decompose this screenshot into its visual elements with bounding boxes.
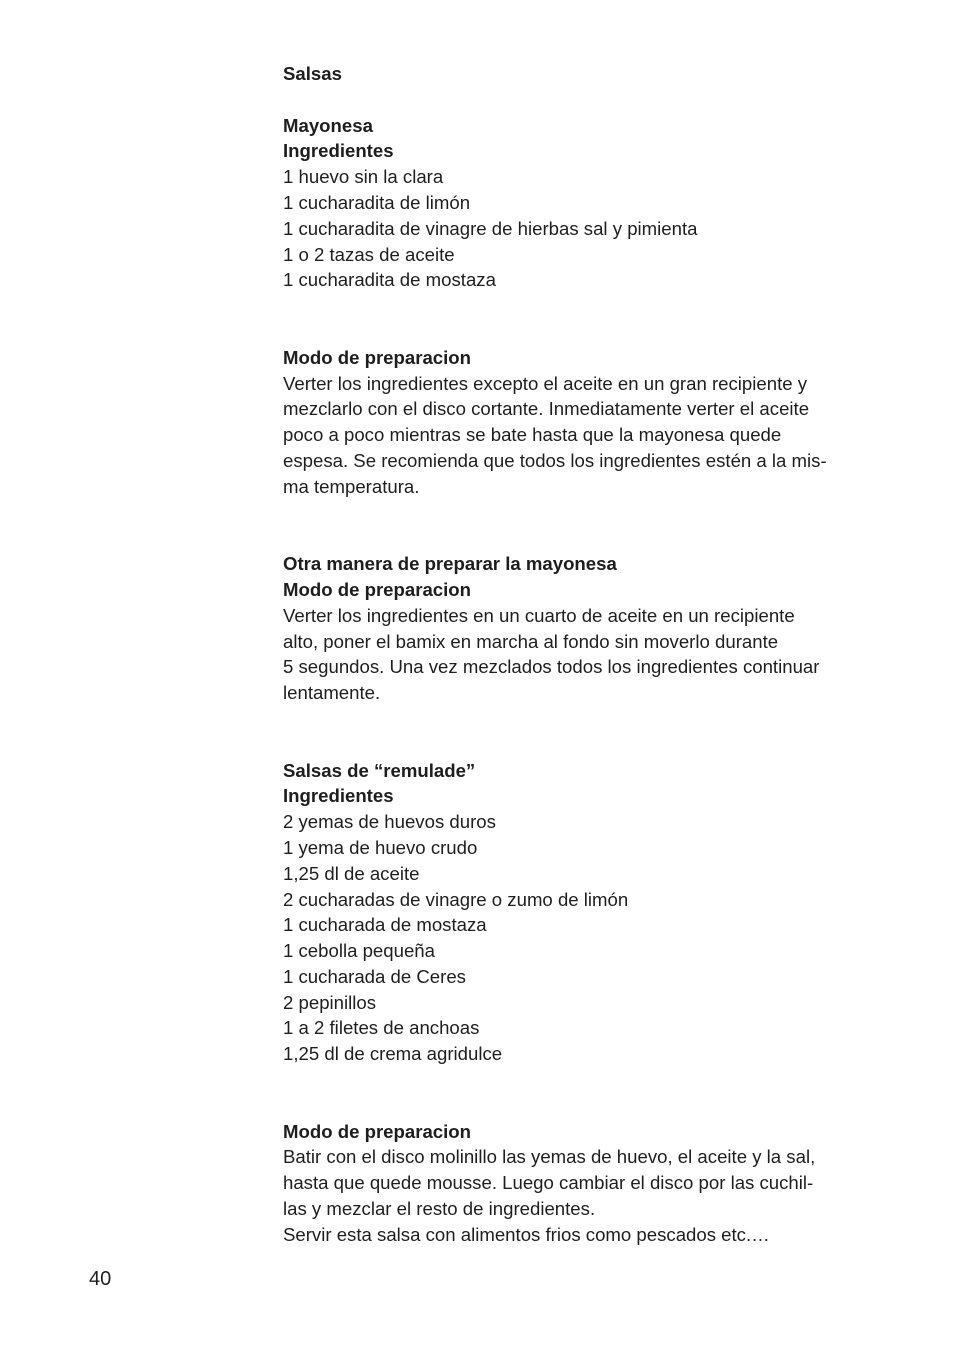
ingredient-item: 1,25 dl de aceite: [283, 862, 420, 884]
method-line: espesa. Se recomienda que todos los ingredientes estén a la mis-: [283, 449, 827, 471]
spacer: [283, 706, 873, 758]
spacer: [283, 500, 873, 552]
ingredient-item: 2 pepinillos: [283, 991, 377, 1013]
method-text: [283, 1144, 873, 1247]
spacer: [283, 293, 873, 345]
recipe-remulade: [283, 758, 873, 1248]
method-heading: Modo de preparacion: [283, 578, 472, 600]
method-line: Batir con el disco molinillo las yemas de huevo, el aceite y la sal,: [283, 1146, 816, 1168]
spacer: [283, 1067, 873, 1119]
recipe-otra-manera: [283, 551, 873, 706]
method-line: Verter los ingredientes en un cuarto de aceite en un recipiente: [283, 604, 795, 626]
ingredient-item: 1 cucharada de mostaza: [283, 914, 487, 936]
method-line: lentamente.: [283, 682, 381, 704]
method-line: 5 segundos. Una vez mezclados todos los ingredientes continuar: [283, 656, 820, 678]
page-number: 40: [89, 1268, 112, 1290]
recipe-title: Otra manera de preparar la mayonesa: [283, 553, 617, 575]
page-content: [283, 61, 873, 1248]
ingredient-item: 1 yema de huevo crudo: [283, 836, 478, 858]
method-line: las y mezclar el resto de ingredientes.: [283, 1198, 596, 1220]
ingredient-item: 1 cucharadita de vinagre de hierbas sal y pimienta: [283, 217, 698, 239]
recipe-mayonesa: [283, 113, 873, 500]
ingredient-item: 1 huevo sin la clara: [283, 166, 444, 188]
ingredient-item: 1 a 2 filetes de anchoas: [283, 1017, 480, 1039]
method-line: alto, poner el bamix en marcha al fondo sin moverlo durante: [283, 630, 779, 652]
ingredient-item: 1 cucharadita de limón: [283, 191, 471, 213]
ingredient-item: 2 yemas de huevos duros: [283, 811, 496, 833]
method-line: poco a poco mientras se bate hasta que la mayonesa quede: [283, 424, 782, 446]
ingredient-item: 1 o 2 tazas de aceite: [283, 243, 455, 265]
ingredient-item: 1 cucharadita de mostaza: [283, 269, 496, 291]
recipe-title: Salsas de “remulade”: [283, 759, 476, 781]
method-line: mezclarlo con el disco cortante. Inmediatamente verter el aceite: [283, 398, 810, 420]
spacer: [283, 87, 873, 113]
recipe-title: Mayonesa: [283, 114, 373, 136]
ingredient-item: 1,25 dl de crema agridulce: [283, 1043, 503, 1065]
method-line: Servir esta salsa con alimentos frios como pescados etc.…: [283, 1223, 770, 1245]
ingredient-list: [283, 164, 873, 293]
ingredient-item: 1 cebolla pequeña: [283, 940, 435, 962]
ingredient-item: 1 cucharada de Ceres: [283, 965, 466, 987]
ingredients-heading: Ingredientes: [283, 785, 394, 807]
ingredients-heading: Ingredientes: [283, 140, 394, 162]
section-title: Salsas: [283, 63, 342, 84]
method-line: hasta que quede mousse. Luego cambiar el disco por las cuchil-: [283, 1172, 814, 1194]
method-text: [283, 371, 873, 500]
method-text: [283, 603, 873, 706]
method-heading: Modo de preparacion: [283, 346, 472, 368]
ingredient-item: 2 cucharadas de vinagre o zumo de limón: [283, 888, 629, 910]
method-heading: Modo de preparacion: [283, 1120, 472, 1142]
method-line: Verter los ingredientes excepto el aceite en un gran recipiente y: [283, 372, 808, 394]
method-line: ma temperatura.: [283, 475, 420, 497]
ingredient-list: [283, 809, 873, 1067]
